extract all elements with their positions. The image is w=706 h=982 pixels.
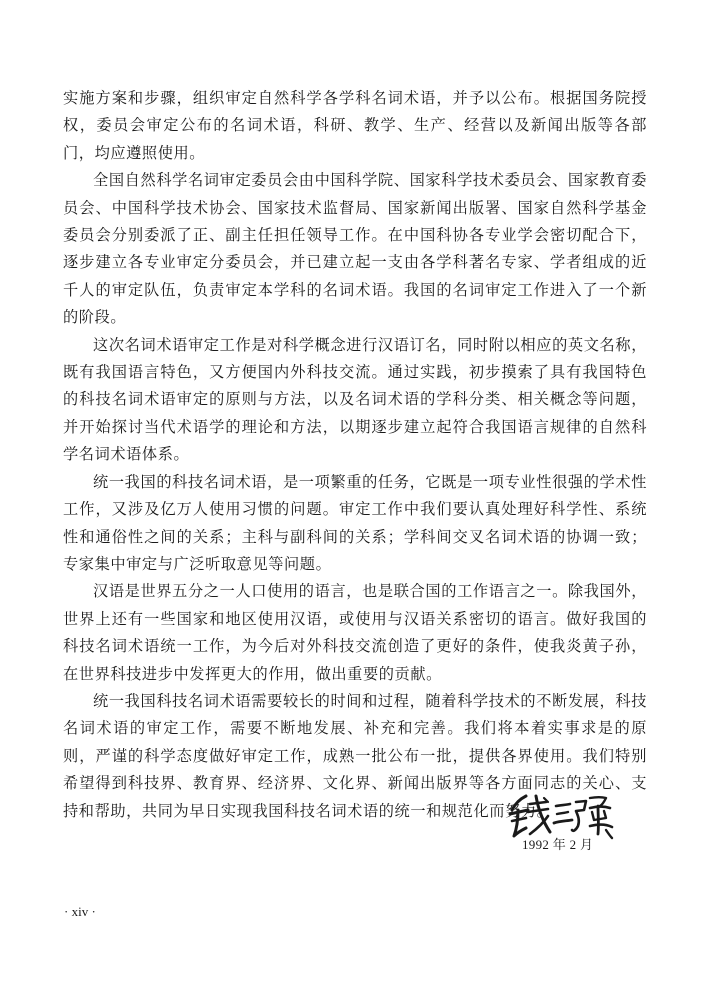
page-number: · xiv ·	[64, 904, 96, 919]
date: 1992 年 2 月	[522, 837, 594, 852]
paragraph: 实施方案和步骤，组织审定自然科学各学科名词术语，并予以公布。根据国务院授权，委员会审定公布的名词术语，科研、教学、生产、经营以及新闻出版等各部门，均应遵照使用。	[63, 89, 647, 162]
paragraph: 汉语是世界五分之一人口使用的语言，也是联合国的工作语言之一。除我国外，世界上还有一些国家和地区使用汉语，或使用与汉语关系密切的语言。做好我国的科技名词术语统一工作，为今后对外科技交流创造了更好的条件，使我炎黄子孙，在世界科技进步中发挥更大的作用，做出重要的贡献。	[63, 582, 647, 683]
body-text	[63, 85, 647, 825]
paragraph: 统一我国的科技名词术语，是一项繁重的任务，它既是一项专业性很强的学术性工作，又涉及亿万人使用习惯的问题。审定工作中我们要认真处理好科学性、系统性和通俗性之间的关系；主科与副科间的关系；学科间交叉名词术语的协调一致；专家集中审定与广泛听取意见等问题。	[63, 472, 647, 573]
paragraph: 全国自然科学名词审定委员会由中国科学院、国家科学技术委员会、国家教育委员会、中国科学技术协会、国家技术监督局、国家新闻出版署、国家自然科学基金委员会分别委派了正、副主任担任领导工作。在中国科协各专业学会密切配合下，逐步建立各专业审定分委员会，并已建立起一支由各学科著名专家、学者组成的近千人的审定队伍，负责审定本学科的名词术语。我国的名词审定工作进入了一个新的阶段。	[63, 171, 647, 327]
paragraph: 这次名词术语审定工作是对科学概念进行汉语订名，同时附以相应的英文名称，既有我国语言特色，又方便国内外科技交流。通过实践，初步摸索了具有我国特色的科技名词术语审定的原则与方法，以及名词术语的学科分类、相关概念等问题，并开始探讨当代术语学的理论和方法，以期逐步建立起符合我国语言规律的自然科学名词术语体系。	[63, 335, 647, 464]
paragraph: 统一我国科技名词术语需要较长的时间和过程，随着科学技术的不断发展，科技名词术语的审定工作，需要不断地发展、补充和完善。我们将本着实事求是的原则，严谨的科学态度做好审定工作，成熟一批公布一批，提供各界使用。我们特别希望得到科技界、教育界、经济界、文化界、新闻出版界等各方面同志的关心、支持和帮助，共同为早日实现我国科技名词术语的统一和规范化而努力。	[63, 691, 647, 820]
